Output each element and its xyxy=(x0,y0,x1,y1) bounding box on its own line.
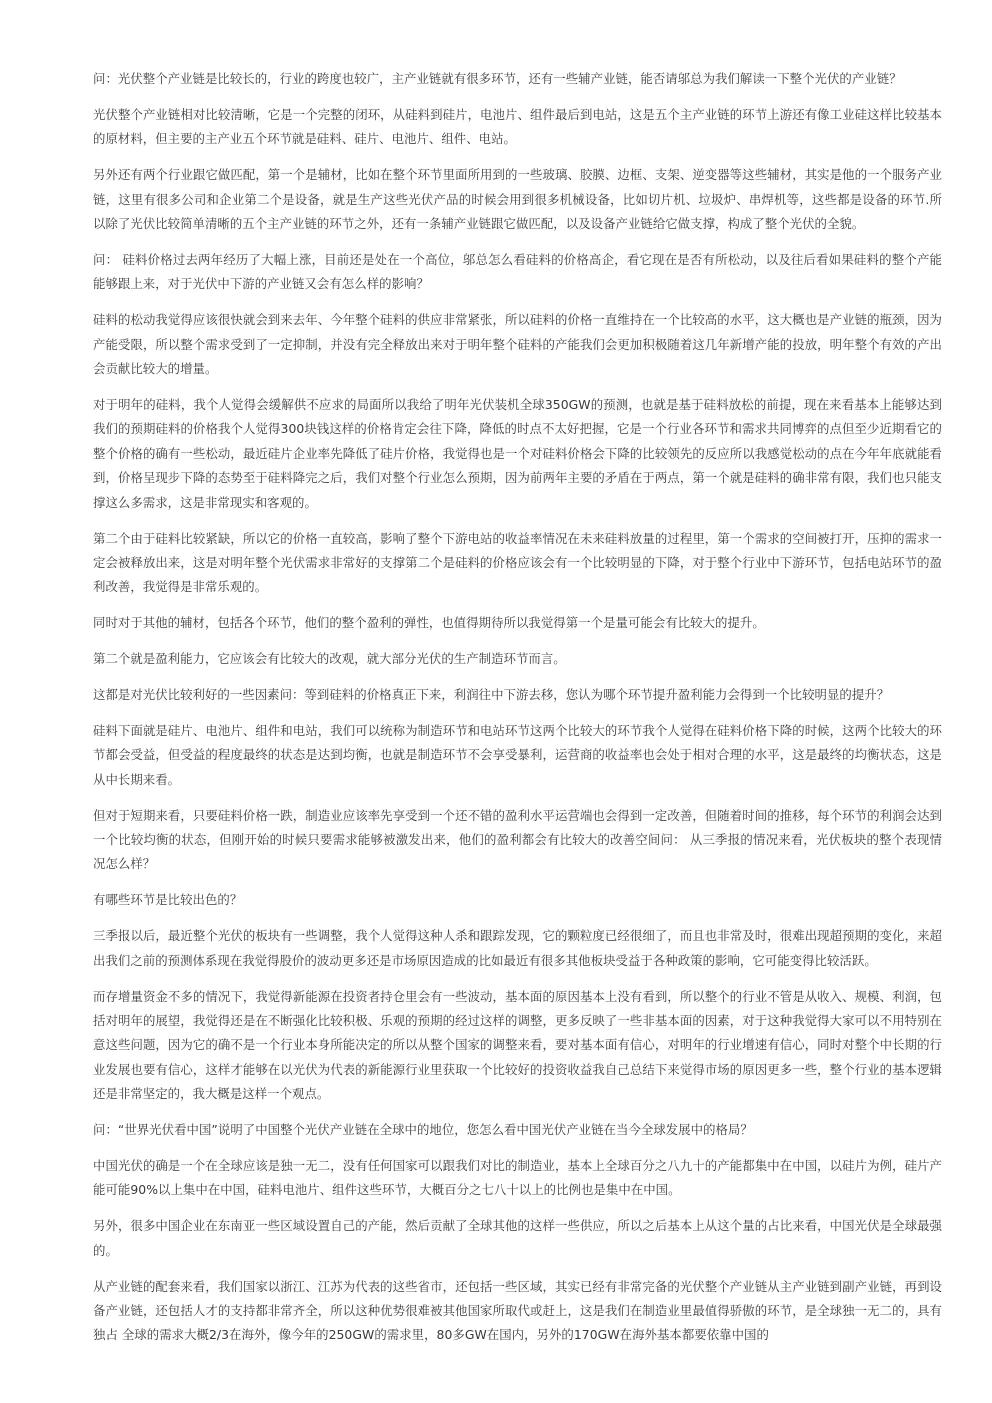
answer-paragraph: 第二个就是盈利能力，它应该会有比较大的改观，就大部分光伏的生产制造环节而言。 xyxy=(93,651,566,667)
answer-paragraph: 中国光伏的确是一个在全球应该是独一无二，没有任何国家可以跟我们对比的制造业，基本上全球百分之八九十的产能都集中在中国，以硅片为例，硅片产能可能90%以上集中在中国，硅料电池片、组件这些环节，大概百分之七八十以上的比例也是集中在中国。 xyxy=(93,1158,942,1198)
answer-paragraph: 另外，很多中国企业在东南亚一些区域设置自己的产能，然后贡献了全球其他的这样一些供应，所以之后基本上从这个量的占比来看，中国光伏是全球最强的。 xyxy=(93,1218,942,1258)
answer-paragraph: 而存增量资金不多的情况下，我觉得新能源在投资者持仓里会有一些波动，基本面的原因基本上没有看到，所以整个的行业不管是从收入、规模、利润，包括对明年的展望，我觉得还是在不断强化比较积极、乐观的预期的经过这样的调整，更多反映了一些非基本面的因素，对于这种我觉得大家可以不用特别在意这些问题，因为它的确不是一个行业本身所能决定的所以从整个国家的调整来看，要对基本面有信心，对明年的行业增速有信心，同时对整个中长期的行业发展也要有信心，这样才能够在以光伏为代表的新能源行业里获取一个比较好的投资收益我自己总结下来觉得市场的原因更多一些，整个行业的基本逻辑还是非常坚定的，我大概是这样一个观点。 xyxy=(93,988,942,1102)
answer-paragraph: 光伏整个产业链相对比较清晰，它是一个完整的闭环，从硅料到硅片，电池片、组件最后到电站，这是五个主产业链的环节上游还有像工业硅这样比较基本的原材料，但主要的主产业五个环节就是硅料、硅片、电池片、组件、电站。 xyxy=(93,106,942,147)
answer-paragraph: 硅料的松动我觉得应该很快就会到来去年、今年整个硅料的供应非常紧张，所以硅料的价格一直维持在一个比较高的水平，这大概也是产业链的瓶颈，因为产能受限，所以整个需求受到了一定抑制，并没有完全释放出来对于明年整个硅料的产能我们会更加积极随着这几年新增产能的投放，明年整个有效的产出会贡献比较大的增量。 xyxy=(93,312,942,377)
question-paragraph: 这都是对光伏比较利好的一些因素问：等到硅料的价格真正下来，利润往中下游去移，您认为哪个环节提升盈利能力会得到一个比较明显的提升？ xyxy=(93,687,890,703)
question-paragraph: 问： 硅料价格过去两年经历了大幅上涨，目前还是处在一个高位，邬总怎么看硅料的价格高企，看它现在是否有所松动，以及往后看如果硅料的整个产能能够跟上来，对于光伏中下游的产业链又会有怎么样的影响？ xyxy=(93,251,942,292)
answer-paragraph: 第二个由于硅料比较紧缺，所以它的价格一直较高，影响了整个下游电站的收益率情况在未来硅料放量的过程里，第一个需求的空间被打开，压抑的需求一定会被释放出来，这是对明年整个光伏需求非常好的支撑第二个是硅料的价格应该会有一个比较明显的下降，对于整个行业中下游环节，包括电站环节的盈利改善，我觉得是非常乐观的。 xyxy=(93,530,942,595)
answer-paragraph: 另外还有两个行业跟它做匹配，第一个是辅材，比如在整个环节里面所用到的一些玻璃、胶膜、边框、支架、逆变器等这些辅材，其实是他的一个服务产业链，这里有很多公司和企业第二个是设备，就是生产这些光伏产品的时候会用到很多机械设备，比如切片机、垃圾炉、串焊机等，这些都是设备的环节.所以除了光伏比较简单清晰的五个主产业链的环节之外，还有一条辅产业链跟它做匹配，以及设备产业链给它做支撑，构成了整个光伏的全貌。 xyxy=(93,167,942,232)
question-paragraph: 问：光伏整个产业链是比较长的，行业的跨度也较广，主产业链就有很多环节，还有一些辅产业链，能否请邬总为我们解读一下整个光伏的产业链？ xyxy=(93,71,902,86)
answer-paragraph: 从产业链的配套来看，我们国家以浙江、江苏为代表的这些省市，还包括一些区域，其实已经有非常完备的光伏整个产业链从主产业链到副产业链，再到设备产业链，还包括人才的支持都非常齐全，所以这种优势很难被其他国家所取代或赶上，这是我们在制造业里最值得骄傲的环节，是全球独一无二的，具有独占 全球的需求大概2/3在海外，像今年的250GW的需求里，80多GW在国内，另外的170GW在海外基本都要依靠中国的 xyxy=(93,1278,942,1343)
question-paragraph: 问：“世界光伏看中国”说明了中国整个光伏产业链在全球中的地位，您怎么看中国光伏产业链在当今全球发展中的格局？ xyxy=(93,1122,753,1138)
answer-paragraph: 对于明年的硅料，我个人觉得会缓解供不应求的局面所以我给了明年光伏装机全球350GW的预测，也就是基于硅料放松的前提，现在来看基本上能够达到我们的预期硅料的价格我个人觉得300块钱这样的价格肯定会往下降，降低的时点不太好把握，它是一个行业各环节和需求共同博弈的点但至少近期看它的整个价格的确有一些松动，最近硅片企业率先降低了硅片价格，我觉得也是一个对硅料价格会下降的比较领先的反应所以我感觉松动的点在今年年底就能看到，价格呈现步下降的态势至于硅料降完之后，我们对整个行业怎么预期，因为前两年主要的矛盾在于两点，第一个就是硅料的确非常有限，我们也只能支撑这么多需求，这是非常现实和客观的。 xyxy=(93,396,942,510)
question-paragraph: 有哪些环节是比较出色的？ xyxy=(93,892,243,908)
answer-paragraph: 硅料下面就是硅片、电池片、组件和电站，我们可以统称为制造环节和电站环节这两个比较大的环节我个人觉得在硅料价格下降的时候，这两个比较大的环节都会受益，但受益的程度最终的状态是达到均衡，也就是制造环节不会享受暴利，运营商的收益率也会处于相对合理的水平，这是最终的均衡状态，这是从中长期来看。 xyxy=(93,722,942,787)
answer-paragraph: 但对于短期来看，只要硅料价格一跌，制造业应该率先享受到一个还不错的盈利水平运营端也会得到一定改善，但随着时间的推移，每个环节的利润会达到一个比较均衡的状态，但刚开始的时候只要需求能够被激发出来，他们的盈利都会有比较大的改善空间问： 从三季报的情况来看，光伏板块的整个表现情况怎么样？ xyxy=(93,807,942,872)
answer-paragraph: 同时对于其他的辅材，包括各个环节，他们的整个盈利的弹性，也值得期待所以我觉得第一个是量可能会有比较大的提升。 xyxy=(93,615,765,631)
answer-paragraph: 三季报以后，最近整个光伏的板块有一些调整，我个人觉得这种人杀和跟踪发现，它的颗粒度已经很细了，而且也非常及时，很难出现超预期的变化，来超出我们之前的预测体系现在我觉得股价的波动更多还是市场原因造成的比如最近有很多其他板块受益于各种政策的影响，它可能变得比较活跃。 xyxy=(93,928,942,968)
